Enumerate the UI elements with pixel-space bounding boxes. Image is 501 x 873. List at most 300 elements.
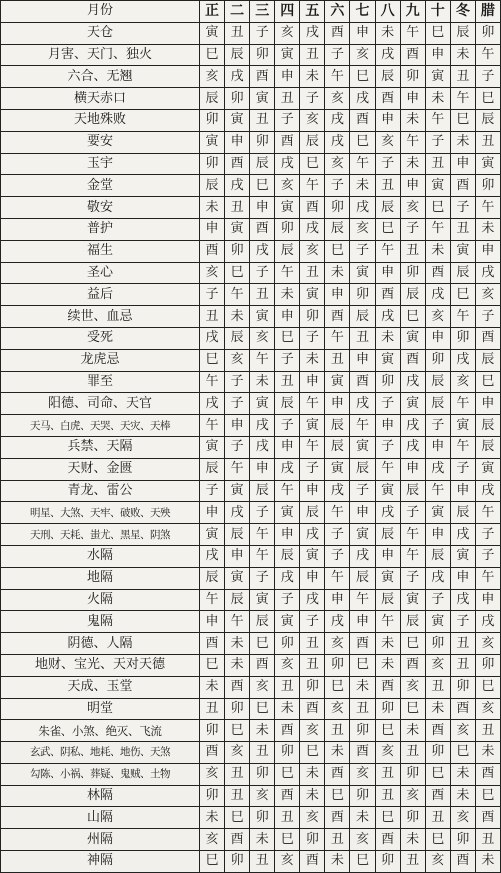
branch-cell: 午 <box>475 502 500 524</box>
branch-cell: 午 <box>250 545 275 567</box>
branch-cell: 辰 <box>425 393 450 415</box>
branch-cell: 卯 <box>450 829 475 851</box>
branch-cell: 子 <box>450 458 475 480</box>
branch-cell: 丑 <box>425 153 450 175</box>
branch-cell: 亥 <box>200 829 225 851</box>
branch-cell: 寅 <box>250 393 275 415</box>
branch-cell: 戌 <box>425 458 450 480</box>
branch-cell: 午 <box>400 524 425 546</box>
branch-cell: 酉 <box>350 633 375 655</box>
branch-cell: 子 <box>250 567 275 589</box>
branch-cell: 亥 <box>475 698 500 720</box>
table-row <box>1 720 501 742</box>
table-row <box>1 763 501 785</box>
branch-cell: 寅 <box>425 66 450 88</box>
branch-cell: 卯 <box>375 698 400 720</box>
branch-cell: 辰 <box>225 44 250 66</box>
row-name-cell: 福生 <box>1 240 200 262</box>
branch-cell: 酉 <box>200 633 225 655</box>
branch-cell: 申 <box>350 22 375 44</box>
branch-cell: 申 <box>275 306 300 328</box>
branch-cell: 未 <box>225 654 250 676</box>
branch-cell: 未 <box>300 349 325 371</box>
branch-cell: 巳 <box>325 785 350 807</box>
table-row <box>1 393 501 415</box>
branch-cell: 子 <box>225 371 250 393</box>
branch-cell: 午 <box>400 545 425 567</box>
branch-cell: 酉 <box>200 742 225 764</box>
branch-cell: 丑 <box>350 327 375 349</box>
branch-cell: 丑 <box>225 763 250 785</box>
table-row <box>1 218 501 240</box>
branch-cell: 寅 <box>475 153 500 175</box>
branch-cell: 辰 <box>225 589 250 611</box>
branch-cell: 戌 <box>475 611 500 633</box>
row-name-cell: 勾陈、小祸、葬疑、鬼贼、土物 <box>1 763 200 785</box>
branch-cell: 寅 <box>225 567 250 589</box>
row-name-cell: 天刑、天耗、蚩尤、黑星、阴煞 <box>1 524 200 546</box>
branch-cell: 寅 <box>375 349 400 371</box>
branch-cell: 申 <box>400 458 425 480</box>
branch-cell: 辰 <box>425 371 450 393</box>
table-row <box>1 524 501 546</box>
branch-cell: 辰 <box>275 240 300 262</box>
branch-cell: 午 <box>450 306 475 328</box>
row-name-cell: 林隔 <box>1 785 200 807</box>
table-row <box>1 66 501 88</box>
branch-cell: 巳 <box>450 109 475 131</box>
table-row <box>1 415 501 437</box>
table-row <box>1 88 501 110</box>
row-name-cell: 天仓 <box>1 22 200 44</box>
branch-cell: 寅 <box>375 567 400 589</box>
branch-cell: 寅 <box>250 589 275 611</box>
branch-cell: 寅 <box>400 589 425 611</box>
branch-cell: 酉 <box>250 654 275 676</box>
branch-cell: 戌 <box>350 88 375 110</box>
branch-cell: 子 <box>350 240 375 262</box>
branch-cell: 丑 <box>250 742 275 764</box>
branch-cell: 酉 <box>325 22 350 44</box>
branch-cell: 午 <box>200 371 225 393</box>
branch-cell: 午 <box>225 458 250 480</box>
branch-cell: 巳 <box>475 371 500 393</box>
branch-cell: 卯 <box>350 284 375 306</box>
branch-cell: 戌 <box>250 415 275 437</box>
branch-cell: 午 <box>300 393 325 415</box>
branch-cell: 酉 <box>350 742 375 764</box>
branch-cell: 寅 <box>275 44 300 66</box>
branch-cell: 申 <box>225 415 250 437</box>
branch-cell: 酉 <box>400 349 425 371</box>
branch-cell: 亥 <box>250 676 275 698</box>
branch-cell: 亥 <box>225 349 250 371</box>
table-row <box>1 109 501 131</box>
branch-cell: 辰 <box>400 284 425 306</box>
branch-cell: 辰 <box>375 66 400 88</box>
branch-cell: 酉 <box>275 785 300 807</box>
branch-cell: 申 <box>325 284 350 306</box>
branch-cell: 戌 <box>325 109 350 131</box>
branch-cell: 辰 <box>425 545 450 567</box>
branch-cell: 申 <box>450 480 475 502</box>
branch-cell: 酉 <box>450 698 475 720</box>
branch-cell: 子 <box>425 131 450 153</box>
branch-cell: 丑 <box>350 698 375 720</box>
row-name-cell: 明星、大煞、天牢、破败、天殃 <box>1 502 200 524</box>
branch-cell: 寅 <box>200 131 225 153</box>
branch-cell: 子 <box>475 524 500 546</box>
branch-cell: 丑 <box>250 109 275 131</box>
branch-cell: 子 <box>425 415 450 437</box>
row-name-cell: 地隔 <box>1 567 200 589</box>
branch-cell: 酉 <box>250 218 275 240</box>
branch-cell: 巳 <box>250 175 275 197</box>
branch-cell: 申 <box>450 153 475 175</box>
branch-cell: 卯 <box>400 763 425 785</box>
branch-cell: 未 <box>200 197 225 219</box>
branch-cell: 申 <box>300 567 325 589</box>
branch-cell: 戌 <box>200 327 225 349</box>
branch-cell: 子 <box>250 262 275 284</box>
branch-cell: 午 <box>275 262 300 284</box>
month-header: 五 <box>300 1 325 23</box>
row-name-cell: 青龙、雷公 <box>1 480 200 502</box>
branch-cell: 子 <box>325 44 350 66</box>
branch-cell: 辰 <box>200 567 225 589</box>
branch-cell: 午 <box>325 327 350 349</box>
branch-cell: 卯 <box>350 785 375 807</box>
branch-cell: 子 <box>275 415 300 437</box>
branch-cell: 申 <box>200 502 225 524</box>
branch-cell: 申 <box>425 436 450 458</box>
branch-cell: 戌 <box>225 175 250 197</box>
branch-cell: 午 <box>475 44 500 66</box>
table-row <box>1 284 501 306</box>
branch-cell: 酉 <box>475 807 500 829</box>
branch-cell: 子 <box>325 175 350 197</box>
branch-cell: 戌 <box>375 306 400 328</box>
branch-cell: 卯 <box>475 175 500 197</box>
branch-cell: 辰 <box>375 524 400 546</box>
branch-cell: 未 <box>425 240 450 262</box>
branch-cell: 卯 <box>250 44 275 66</box>
branch-cell: 巳 <box>425 763 450 785</box>
branch-cell: 辰 <box>350 306 375 328</box>
branch-cell: 巳 <box>450 284 475 306</box>
row-name-cell: 水隔 <box>1 545 200 567</box>
branch-cell: 丑 <box>275 371 300 393</box>
branch-cell: 亥 <box>300 720 325 742</box>
branch-cell: 卯 <box>300 676 325 698</box>
row-name-cell: 圣心 <box>1 262 200 284</box>
branch-cell: 寅 <box>225 480 250 502</box>
branch-cell: 亥 <box>425 306 450 328</box>
branch-cell: 戌 <box>325 480 350 502</box>
row-name-cell: 天成、玉堂 <box>1 676 200 698</box>
branch-cell: 丑 <box>450 654 475 676</box>
month-header: 七 <box>350 1 375 23</box>
branch-cell: 未 <box>375 22 400 44</box>
branch-cell: 丑 <box>450 218 475 240</box>
branch-cell: 未 <box>450 785 475 807</box>
branch-cell: 卯 <box>275 742 300 764</box>
branch-cell: 戌 <box>275 567 300 589</box>
branch-cell: 亥 <box>450 371 475 393</box>
branch-cell: 未 <box>200 807 225 829</box>
branch-cell: 未 <box>400 109 425 131</box>
branch-cell: 午 <box>475 567 500 589</box>
branch-cell: 巳 <box>400 633 425 655</box>
branch-cell: 戌 <box>275 153 300 175</box>
branch-cell: 午 <box>450 393 475 415</box>
branch-cell: 未 <box>200 676 225 698</box>
branch-cell: 未 <box>250 720 275 742</box>
table-row <box>1 545 501 567</box>
branch-cell: 戌 <box>350 393 375 415</box>
branch-cell: 辰 <box>325 218 350 240</box>
branch-cell: 巳 <box>350 851 375 873</box>
branch-cell: 巳 <box>350 131 375 153</box>
branch-cell: 酉 <box>475 327 500 349</box>
branch-cell: 丑 <box>425 807 450 829</box>
branch-cell: 亥 <box>275 22 300 44</box>
branch-cell: 申 <box>225 545 250 567</box>
branch-cell: 寅 <box>475 458 500 480</box>
branch-cell: 午 <box>400 131 425 153</box>
branch-cell: 戌 <box>425 284 450 306</box>
branch-cell: 酉 <box>350 109 375 131</box>
branch-cell: 巳 <box>300 153 325 175</box>
branch-cell: 巳 <box>475 785 500 807</box>
branch-cell: 辰 <box>375 197 400 219</box>
branch-cell: 亥 <box>200 763 225 785</box>
branch-cell: 午 <box>350 589 375 611</box>
table-row <box>1 480 501 502</box>
branch-cell: 丑 <box>325 720 350 742</box>
branch-cell: 未 <box>375 633 400 655</box>
branch-cell: 辰 <box>350 567 375 589</box>
branch-cell: 亥 <box>250 785 275 807</box>
branch-cell: 戌 <box>300 22 325 44</box>
branch-cell: 辰 <box>325 436 350 458</box>
branch-cell: 酉 <box>425 720 450 742</box>
branch-cell: 戌 <box>350 545 375 567</box>
branch-cell: 卯 <box>400 66 425 88</box>
table-row <box>1 698 501 720</box>
branch-cell: 巳 <box>375 807 400 829</box>
branch-cell: 午 <box>300 175 325 197</box>
branch-cell: 辰 <box>400 480 425 502</box>
branch-cell: 辰 <box>250 611 275 633</box>
branch-cell: 卯 <box>475 22 500 44</box>
branch-cell: 亥 <box>350 218 375 240</box>
branch-cell: 戌 <box>400 415 425 437</box>
branch-cell: 戌 <box>250 240 275 262</box>
branch-cell: 丑 <box>375 785 400 807</box>
branch-cell: 寅 <box>450 415 475 437</box>
branch-cell: 巳 <box>475 676 500 698</box>
branch-cell: 午 <box>225 611 250 633</box>
branch-cell: 卯 <box>425 742 450 764</box>
branch-cell: 卯 <box>250 131 275 153</box>
branch-cell: 申 <box>425 44 450 66</box>
branch-cell: 未 <box>225 633 250 655</box>
branch-cell: 申 <box>275 524 300 546</box>
month-header: 四 <box>275 1 300 23</box>
row-name-cell: 龙虎忌 <box>1 349 200 371</box>
row-name-cell: 横天赤口 <box>1 88 200 110</box>
table-row <box>1 175 501 197</box>
branch-cell: 辰 <box>300 131 325 153</box>
branch-cell: 巳 <box>350 654 375 676</box>
branch-cell: 丑 <box>450 633 475 655</box>
branch-cell: 酉 <box>375 284 400 306</box>
branch-cell: 未 <box>325 742 350 764</box>
branch-cell: 子 <box>475 66 500 88</box>
branch-cell: 子 <box>300 327 325 349</box>
branch-cell: 丑 <box>225 197 250 219</box>
branch-cell: 戌 <box>400 436 425 458</box>
branch-cell: 未 <box>325 851 350 873</box>
branch-cell: 戌 <box>325 131 350 153</box>
branch-cell: 寅 <box>250 88 275 110</box>
branch-cell: 丑 <box>250 851 275 873</box>
branch-cell: 申 <box>475 589 500 611</box>
branch-cell: 戌 <box>425 567 450 589</box>
branch-cell: 寅 <box>200 436 225 458</box>
branch-cell: 辰 <box>200 458 225 480</box>
branch-cell: 未 <box>450 131 475 153</box>
row-name-cell: 阳德、司命、天官 <box>1 393 200 415</box>
branch-cell: 戌 <box>200 545 225 567</box>
branch-cell: 巳 <box>375 720 400 742</box>
branch-cell: 午 <box>350 153 375 175</box>
branch-cell: 卯 <box>250 763 275 785</box>
branch-cell: 卯 <box>275 218 300 240</box>
branch-cell: 未 <box>300 763 325 785</box>
branch-cell: 未 <box>400 153 425 175</box>
branch-cell: 辰 <box>450 262 475 284</box>
branch-cell: 午 <box>375 458 400 480</box>
month-header: 冬 <box>450 1 475 23</box>
row-name-cell: 地财、宝光、天对天德 <box>1 654 200 676</box>
branch-cell: 未 <box>425 88 450 110</box>
table-row <box>1 262 501 284</box>
branch-cell: 戌 <box>375 44 400 66</box>
branch-cell: 子 <box>450 197 475 219</box>
branch-cell: 丑 <box>300 633 325 655</box>
branch-cell: 申 <box>275 436 300 458</box>
row-name-cell: 明堂 <box>1 698 200 720</box>
branch-cell: 午 <box>275 480 300 502</box>
row-name-cell: 神隔 <box>1 851 200 873</box>
table-row <box>1 327 501 349</box>
branch-cell: 寅 <box>400 393 425 415</box>
branch-cell: 子 <box>400 502 425 524</box>
branch-cell: 巳 <box>350 66 375 88</box>
branch-cell: 未 <box>275 698 300 720</box>
branch-cell: 酉 <box>300 197 325 219</box>
branch-cell: 申 <box>275 66 300 88</box>
branch-cell: 卯 <box>200 720 225 742</box>
table-row <box>1 829 501 851</box>
branch-cell: 午 <box>250 349 275 371</box>
branch-cell: 酉 <box>225 829 250 851</box>
table-row <box>1 567 501 589</box>
branch-cell: 巳 <box>300 742 325 764</box>
branch-cell: 午 <box>425 480 450 502</box>
branch-cell: 辰 <box>325 415 350 437</box>
branch-cell: 寅 <box>450 545 475 567</box>
branch-cell: 午 <box>475 197 500 219</box>
branch-cell: 亥 <box>250 327 275 349</box>
branch-cell: 丑 <box>450 66 475 88</box>
branch-cell: 酉 <box>425 785 450 807</box>
row-name-cell: 要安 <box>1 131 200 153</box>
branch-cell: 巳 <box>275 829 300 851</box>
branch-cell: 酉 <box>275 720 300 742</box>
branch-cell: 戌 <box>475 480 500 502</box>
branch-cell: 午 <box>300 436 325 458</box>
branch-cell: 子 <box>300 458 325 480</box>
branch-cell: 未 <box>350 676 375 698</box>
branch-cell: 酉 <box>400 44 425 66</box>
branch-cell: 未 <box>400 720 425 742</box>
table-row <box>1 502 501 524</box>
branch-cell: 巳 <box>325 676 350 698</box>
table-row <box>1 153 501 175</box>
branch-cell: 酉 <box>325 763 350 785</box>
branch-cell: 丑 <box>275 88 300 110</box>
branch-cell: 亥 <box>325 88 350 110</box>
branch-cell: 寅 <box>325 458 350 480</box>
table-row <box>1 306 501 328</box>
branch-cell: 卯 <box>475 654 500 676</box>
branch-cell: 寅 <box>200 22 225 44</box>
branch-cell: 申 <box>475 240 500 262</box>
branch-cell: 戌 <box>250 436 275 458</box>
branch-cell: 子 <box>275 589 300 611</box>
branch-cell: 卯 <box>375 371 400 393</box>
branch-cell: 亥 <box>325 698 350 720</box>
row-name-cell: 玉宇 <box>1 153 200 175</box>
branch-cell: 子 <box>375 436 400 458</box>
branch-cell: 午 <box>325 502 350 524</box>
month-header: 腊 <box>475 1 500 23</box>
branch-cell: 亥 <box>300 109 325 131</box>
branch-cell: 丑 <box>225 22 250 44</box>
branch-cell: 未 <box>475 742 500 764</box>
branch-cell: 子 <box>400 567 425 589</box>
table-row <box>1 371 501 393</box>
branch-cell: 戌 <box>400 371 425 393</box>
branch-cell: 子 <box>275 349 300 371</box>
branch-cell: 午 <box>450 88 475 110</box>
month-header: 正 <box>200 1 225 23</box>
branch-cell: 子 <box>225 393 250 415</box>
branch-cell: 辰 <box>450 502 475 524</box>
branch-cell: 卯 <box>225 88 250 110</box>
branch-cell: 寅 <box>350 262 375 284</box>
branch-cell: 申 <box>300 480 325 502</box>
branch-cell: 子 <box>200 284 225 306</box>
branch-cell: 酉 <box>475 763 500 785</box>
branch-cell: 戌 <box>450 349 475 371</box>
branch-cell: 卯 <box>200 109 225 131</box>
table-body <box>1 22 501 872</box>
branch-cell: 未 <box>300 66 325 88</box>
